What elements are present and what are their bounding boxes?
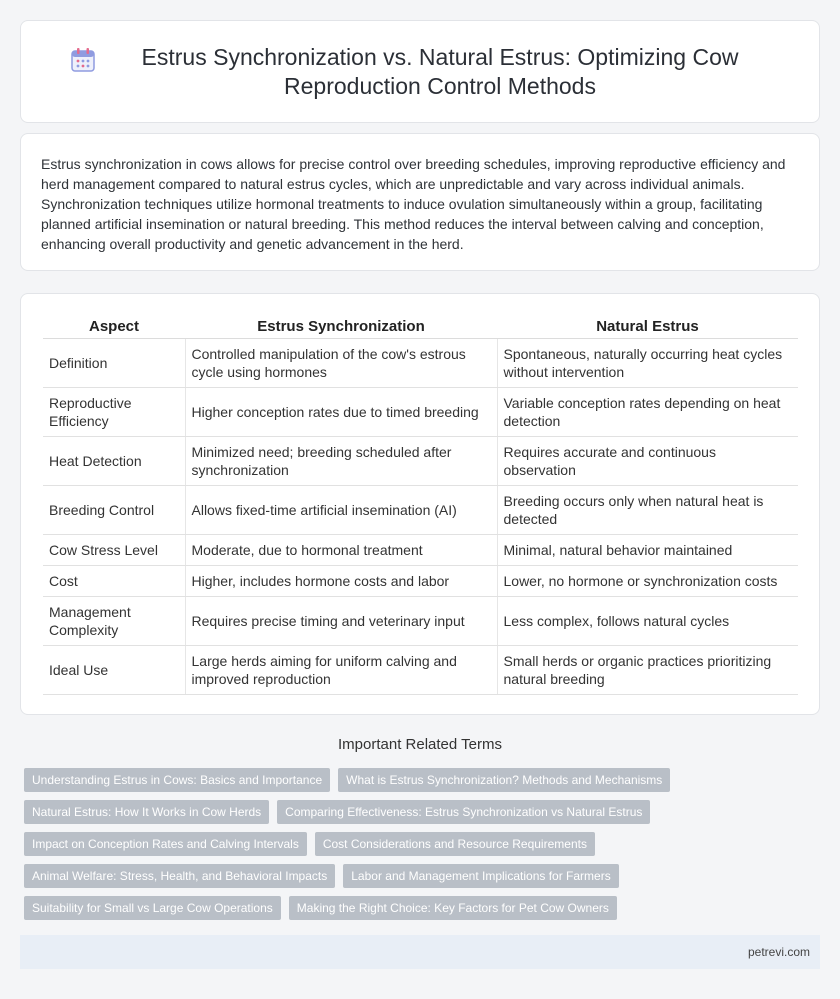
table-row xyxy=(43,566,798,597)
row-aspect: Definition xyxy=(43,339,185,388)
table-row xyxy=(43,339,798,388)
row-aspect: Breeding Control xyxy=(43,486,185,535)
table-row xyxy=(43,646,798,695)
related-term-tag[interactable]: Cost Considerations and Resource Requirements xyxy=(315,832,595,856)
row-sync-value: Higher conception rates due to timed breeding xyxy=(185,388,497,437)
row-sync-value: Controlled manipulation of the cow's estrous cycle using hormones xyxy=(185,339,497,388)
row-sync-value: Allows fixed-time artificial insemination (AI) xyxy=(185,486,497,535)
related-term-tag[interactable]: Making the Right Choice: Key Factors for Pet Cow Owners xyxy=(289,896,617,920)
related-term-tag[interactable]: What is Estrus Synchronization? Methods and Mechanisms xyxy=(338,768,670,792)
calendar-icon xyxy=(70,47,96,73)
related-term-tag[interactable]: Labor and Management Implications for Farmers xyxy=(343,864,618,888)
row-aspect: Ideal Use xyxy=(43,646,185,695)
row-aspect: Cost xyxy=(43,566,185,597)
footer xyxy=(20,935,820,969)
row-natural-value: Minimal, natural behavior maintained xyxy=(497,535,798,566)
related-term-tag[interactable]: Natural Estrus: How It Works in Cow Herds xyxy=(24,800,269,824)
row-sync-value: Higher, includes hormone costs and labor xyxy=(185,566,497,597)
table-header-row xyxy=(43,312,798,339)
tag-row xyxy=(24,864,824,888)
related-terms-heading: Important Related Terms xyxy=(338,736,502,753)
row-natural-value: Less complex, follows natural cycles xyxy=(497,597,798,646)
tag-row xyxy=(24,800,824,824)
comparison-card xyxy=(20,293,820,715)
table-row xyxy=(43,486,798,535)
related-term-tag[interactable]: Comparing Effectiveness: Estrus Synchronization vs Natural Estrus xyxy=(277,800,650,824)
row-natural-value: Breeding occurs only when natural heat is detected xyxy=(497,486,798,535)
header-estrus-synchronization: Estrus Synchronization xyxy=(185,312,497,339)
intro-paragraph: Estrus synchronization in cows allows for precise control over breeding schedules, improving reproductive efficiency and herd management compared to natural estrus cycles, which are unpredictable and vary across individual animals. Synchronization techniques utilize hormonal treatments to induce ovulation simultaneously within a group, facilitating planned artificial insemination or natural breeding. This method reduces the interval between calving and conception, enhancing overall productivity and genetic advancement in the herd. xyxy=(41,156,786,252)
row-sync-value: Requires precise timing and veterinary input xyxy=(185,597,497,646)
table-row xyxy=(43,535,798,566)
tag-row xyxy=(24,768,824,792)
related-term-tag[interactable]: Impact on Conception Rates and Calving Intervals xyxy=(24,832,307,856)
related-term-tag[interactable]: Understanding Estrus in Cows: Basics and Importance xyxy=(24,768,330,792)
site-name[interactable]: petrevi.com xyxy=(747,945,810,959)
tag-row xyxy=(24,896,824,920)
row-natural-value: Small herds or organic practices prioritizing natural breeding xyxy=(497,646,798,695)
header-natural-estrus: Natural Estrus xyxy=(497,312,798,339)
row-sync-value: Large herds aiming for uniform calving and improved reproduction xyxy=(185,646,497,695)
row-aspect: Heat Detection xyxy=(43,437,185,486)
row-natural-value: Variable conception rates depending on heat detection xyxy=(497,388,798,437)
table-row xyxy=(43,437,798,486)
header-aspect: Aspect xyxy=(43,312,185,339)
row-natural-value: Requires accurate and continuous observation xyxy=(497,437,798,486)
row-sync-value: Moderate, due to hormonal treatment xyxy=(185,535,497,566)
page-title: Estrus Synchronization vs. Natural Estrus: Optimizing Cow Reproduction Control Methods xyxy=(141,43,739,99)
row-sync-value: Minimized need; breeding scheduled after synchronization xyxy=(185,437,497,486)
row-natural-value: Spontaneous, naturally occurring heat cycles without intervention xyxy=(497,339,798,388)
row-aspect: Reproductive Efficiency xyxy=(43,388,185,437)
row-aspect: Management Complexity xyxy=(43,597,185,646)
table-row xyxy=(43,597,798,646)
row-natural-value: Lower, no hormone or synchronization costs xyxy=(497,566,798,597)
related-terms-list xyxy=(24,768,824,928)
tag-row xyxy=(24,832,824,856)
related-term-tag[interactable]: Suitability for Small vs Large Cow Operations xyxy=(24,896,281,920)
title-card xyxy=(20,20,820,123)
comparison-table xyxy=(43,312,798,695)
row-aspect: Cow Stress Level xyxy=(43,535,185,566)
table-row xyxy=(43,388,798,437)
intro-card xyxy=(20,133,820,271)
related-term-tag[interactable]: Animal Welfare: Stress, Health, and Behavioral Impacts xyxy=(24,864,335,888)
